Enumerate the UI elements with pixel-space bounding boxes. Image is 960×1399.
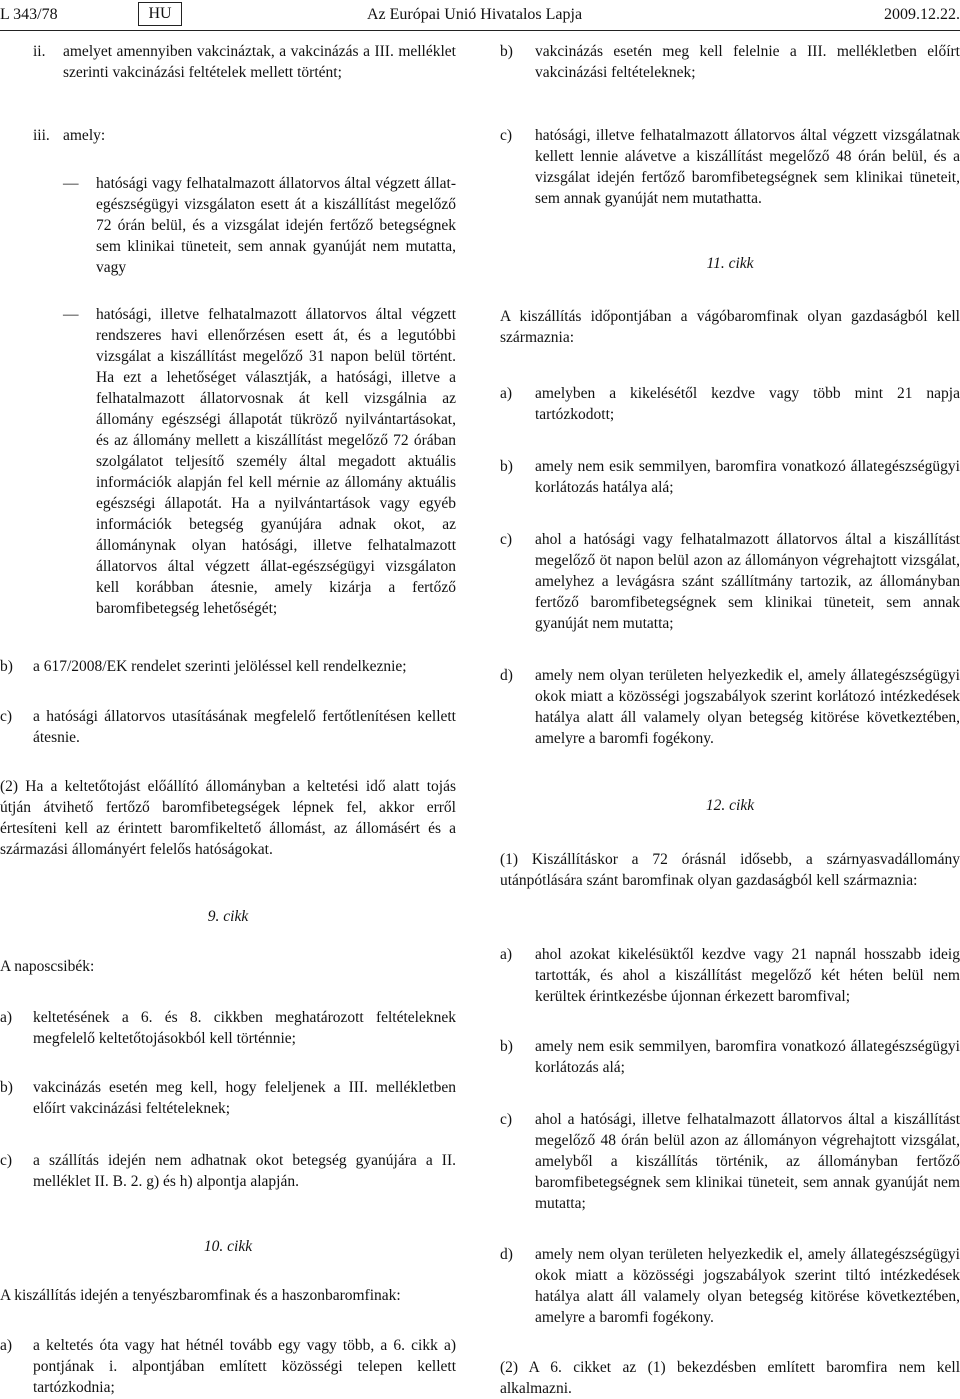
article-10-intro: A kiszállítás idején a tenyészbaromfinak és a haszonbaromfinak: <box>0 1287 401 1304</box>
article-heading-11: 11. cikk <box>706 255 754 272</box>
list-item-c <box>0 1150 456 1192</box>
dash-item-1 <box>63 173 456 278</box>
article-12-paragraph-1: (1) Kiszállításkor a 72 órásnál idősebb, a szárnyasvadállomány utánpótlására szánt baromfinak olyan gazdaságból kell származnia: <box>500 851 960 889</box>
item-label: a) <box>500 385 513 402</box>
list-item-a <box>0 1007 456 1049</box>
item-text: amely: <box>63 127 106 144</box>
dash-text: hatósági, illetve felhatalmazott állatorvos által végzett rendszeres havi ellenőrzésen esett át, és a legutóbbi vizsgálat a kiszállítást megelőző 31 napon belül történt. Ha ezt a lehetőséget választják, a hatósági, illetve a felhatalmazott állatorvosnak át kell vizsgálnia az állomány egészségi állapotát tükröző nyilvántartásokat, és az állomány mellett a kiszállítást megelőző 72 órában szolgálatot teljesítő személy által megadott aktuális információk alapján fel kell mérnie az állomány aktuális egészségi állapotát. Ha a nyilvántartások vagy egyéb információk betegség gyanújára adnak okot, az állománynak olyan hatósági, illetve felhatalmazott állatorvos által végzett állat-egészségügyi vizsgálaton kell korábban átesnie, amely kizárja a fertőző baromfibetegség lehetőségét; <box>96 306 456 617</box>
list-item-d <box>500 665 960 749</box>
dash-text: hatósági vagy felhatalmazott állatorvos által végzett állat-egészségügyi vizsgálaton esett át a kiszállítást megelőző 72 órán belül, és a vizsgálat idején fertőző betegségnek sem klinikai tüneteit, sem annak gyanúját nem mutatta, vagy <box>96 175 456 276</box>
item-text: vakcinázás esetén meg kell, hogy feleljenek a III. mellékletben előírt vakcinázási feltételeknek; <box>33 1079 456 1117</box>
item-label: d) <box>500 1246 513 1263</box>
item-text: keltetésének a 6. és 8. cikkben meghatározott feltételeknek megfelelő keltetőtojásokból kell történnie; <box>33 1009 456 1047</box>
item-label: c) <box>0 708 13 725</box>
item-text: amely nem esik semmilyen, baromfira vonatkozó állategészségügyi korlátozás alá; <box>535 1038 960 1076</box>
item-label: a) <box>0 1337 13 1354</box>
list-item-d <box>500 1244 960 1328</box>
article-heading-9: 9. cikk <box>207 908 249 925</box>
list-item-c <box>500 529 960 634</box>
item-text: amely nem olyan területen helyezkedik el, amely állategészségügyi okok miatt a közösségi jogszabályok szerint korlátozó intézkedések hatálya alatt áll valamely olyan betegség kitörése következtében, amelyre a baromfi fogékony. <box>535 667 960 747</box>
item-text: amely nem esik semmilyen, baromfira vonatkozó állategészségügyi korlátozás hatálya alá; <box>535 458 960 496</box>
item-label: b) <box>500 1038 513 1055</box>
list-item-a <box>0 1335 456 1398</box>
dash-marker: — <box>63 306 79 323</box>
dash-item-2 <box>63 304 456 619</box>
item-text: a hatósági állatorvos utasításának megfelelő fertőtlenítésen kellett átesnie. <box>33 708 456 746</box>
item-label: b) <box>500 458 513 475</box>
item-b <box>500 41 960 83</box>
item-text: amely nem olyan területen helyezkedik el, amely állategészségügyi okok miatt a közösségi jogszabályok szerint tiltó intézkedések hatálya alatt áll valamely olyan betegség kitörése következtében, amelyre a baromfi fogékony. <box>535 1246 960 1326</box>
article-12-paragraph-2: (2) A 6. cikket az (1) bekezdésben említett baromfira nem kell alkalmazni. <box>500 1359 960 1397</box>
item-text: a szállítás idején nem adhatnak okot betegség gyanújára a II. melléklet II. B. 2. g) és h) alpontja alapján. <box>33 1152 456 1190</box>
item-c <box>500 125 960 209</box>
item-text: ahol a hatósági, illetve felhatalmazott állatorvos által a kiszállítást megelőző 48 órán belül azon az állományon végrehajtott vizsgálat, amelyből a kiszállítás történik, az állományban fertőző baromfibetegségnek sem klinikai tüneteit, sem annak gyanúját nem mutatta; <box>535 1111 960 1212</box>
item-label: iii. <box>33 127 50 144</box>
publication-date: 2009.12.22. <box>884 6 960 23</box>
item-text: amelyet amennyiben vakcináztak, a vakcinázás a III. melléklet szerinti vakcinázási feltételek mellett történt; <box>63 43 456 81</box>
article-9-intro: A naposcsibék: <box>0 958 95 975</box>
list-item-a <box>500 944 960 1007</box>
page-header <box>0 0 960 31</box>
item-text: amelyben a kikelésétől kezdve vagy több mint 21 napja tartózkodott; <box>535 385 960 423</box>
list-item-a <box>500 383 960 425</box>
list-item-b <box>0 1077 456 1119</box>
item-label: b) <box>500 43 513 60</box>
item-text: a keltetés óta vagy hat hétnél tovább egy vagy több, a 6. cikk a) pontjának i. alpontjában említett közösségi telepen kellett tartózkodnia; <box>33 1337 456 1396</box>
item-label: a) <box>500 946 513 963</box>
list-item-c <box>500 1109 960 1214</box>
item-text: ahol azokat kikelésüktől kezdve vagy 21 napnál hosszabb ideig tartották, és ahol a kiszállítást megelőző két héten belül nem kerültek érintkezésbe újonnan érkezett baromfival; <box>535 946 960 1005</box>
item-label: ii. <box>33 43 46 60</box>
list-item-b <box>500 1036 960 1078</box>
article-heading-12: 12. cikk <box>705 797 755 814</box>
item-iii <box>33 125 456 146</box>
item-label: b) <box>0 658 13 675</box>
article-heading-10: 10. cikk <box>203 1238 253 1255</box>
item-label: a) <box>0 1009 13 1026</box>
item-c <box>0 706 456 748</box>
item-text: ahol a hatósági vagy felhatalmazott állatorvos által a kiszállítást megelőző öt napon belül azon az állományon végrehajtott vizsgálat, amelyhez a levágásra szánt szállítmány tartozik, az állományban fertőző baromfibetegségnek sem klinikai tüneteit, sem annak gyanúját nem mutatta; <box>535 531 960 632</box>
item-label: c) <box>500 127 513 144</box>
page-reference: L 343/78 <box>0 6 58 23</box>
item-label: c) <box>500 1111 513 1128</box>
item-label: c) <box>500 531 513 548</box>
item-b <box>0 656 456 677</box>
item-label: c) <box>0 1152 13 1169</box>
article-11-intro: A kiszállítás időpontjában a vágóbaromfinak olyan gazdaságból kell származnia: <box>500 308 960 346</box>
journal-title: Az Európai Unió Hivatalos Lapja <box>367 6 583 23</box>
paragraph-2: (2) Ha a keltetőtojást előállító állományban a keltetési idő alatt tojás útján átvihető fertőző baromfibetegségek lépnek fel, akkor erről értesíteni kell az érintett baromfikeltető állomást, az állomásért és a származási állományért felelős hatóságokat. <box>0 778 456 858</box>
dash-marker: — <box>63 175 79 192</box>
item-ii <box>33 41 456 83</box>
item-text: vakcinázás esetén meg kell felelnie a III. mellékletben előírt vakcinázási feltételeknek; <box>535 43 960 81</box>
language-badge: HU <box>138 2 182 26</box>
item-text: a 617/2008/EK rendelet szerinti jelöléssel kell rendelkeznie; <box>33 658 407 675</box>
item-text: hatósági, illetve felhatalmazott állatorvos által végzett vizsgálatnak kellett lennie alávetve a kiszállítást megelőző 48 órán belül, és a vizsgálat idején fertőző baromfibetegségnek sem klinikai tüneteit, sem annak gyanúját nem mutathatta. <box>535 127 960 207</box>
item-label: b) <box>0 1079 13 1096</box>
item-label: d) <box>500 667 513 684</box>
list-item-b <box>500 456 960 498</box>
